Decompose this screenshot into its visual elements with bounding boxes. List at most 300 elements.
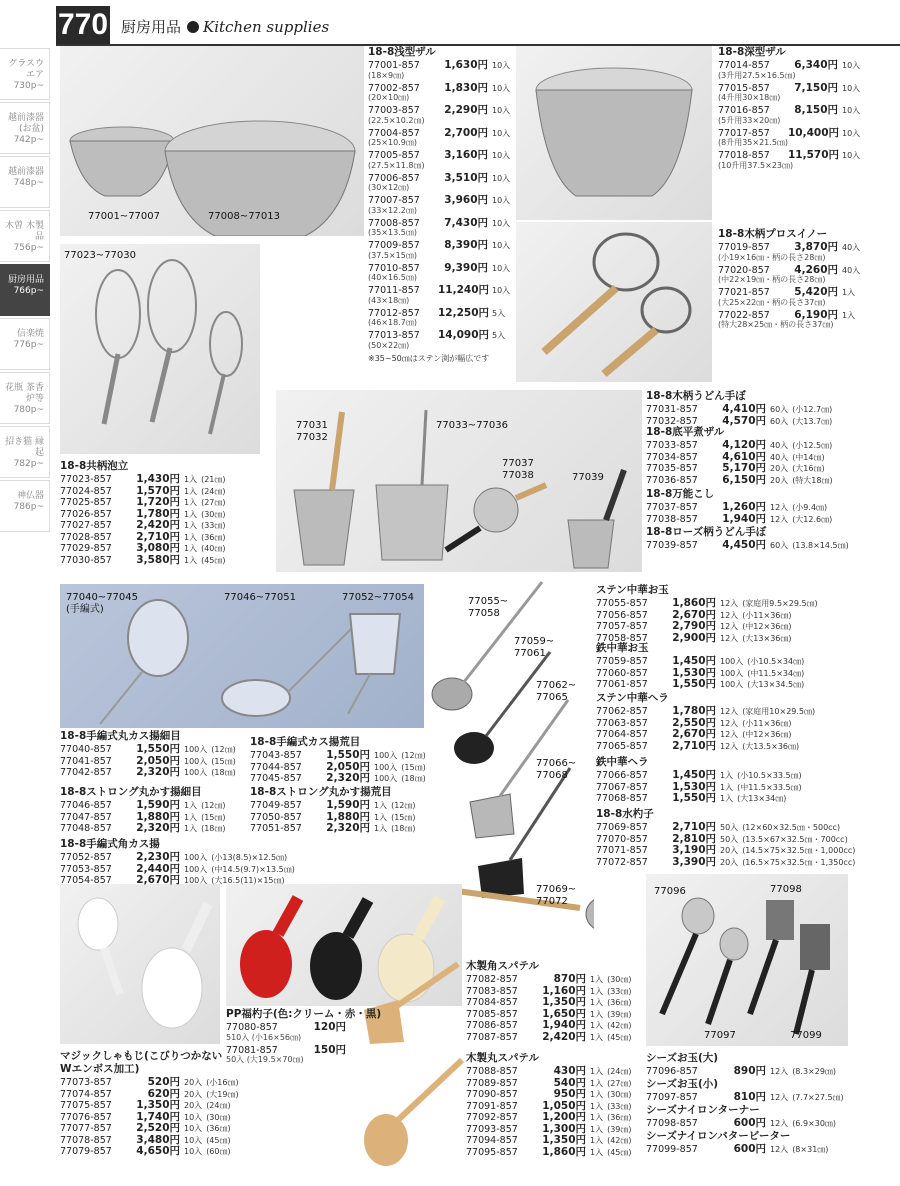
price-row	[646, 439, 833, 451]
product-code: 77029-857	[60, 543, 112, 554]
product-code: 77041-857	[60, 755, 112, 767]
price: 2,320円	[326, 772, 370, 784]
price: 1,650円	[542, 1007, 586, 1020]
pack-qty: 1入	[720, 782, 734, 792]
size-spec: (30×12㎝)	[368, 183, 410, 192]
product-code: 77053-857	[60, 863, 112, 875]
price-row	[596, 597, 818, 609]
pack-qty: 12入	[720, 599, 739, 608]
size-spec: (中14㎝)	[792, 452, 825, 462]
pack-qty: 40入	[842, 265, 861, 275]
pack-qty: 12入	[770, 1067, 789, 1076]
price: 1,260円	[722, 501, 766, 513]
size-spec: (46×18.7㎝)	[368, 318, 417, 327]
size-spec: (小10.5×34㎝)	[747, 657, 805, 666]
pack-qty: 10入	[842, 128, 861, 138]
price: 890円	[733, 1065, 766, 1077]
skimmer-illustration	[60, 584, 424, 728]
price: 1,550円	[672, 792, 716, 804]
block-title: 18-8浅型ザル	[368, 46, 436, 58]
price: 1,880円	[326, 810, 370, 823]
photo-label: 77040~77045	[66, 592, 139, 603]
size-spec: (小19×16㎝・柄の長さ28㎝)	[718, 252, 826, 262]
product-code: 77021-857	[718, 287, 770, 298]
size-spec: (特大28×25㎝・柄の長さ37㎝)	[718, 320, 834, 329]
size-spec: (中11.5×33.5㎝)	[737, 782, 802, 792]
price-row	[60, 485, 226, 497]
price-row	[368, 59, 510, 71]
block-title: ステン中華お玉	[596, 584, 669, 596]
price-row	[60, 496, 226, 508]
side-tab-label: グラスウエア	[8, 59, 44, 80]
price: 620円	[147, 1087, 180, 1100]
product-code: 77033-857	[646, 440, 698, 451]
product-code: 77010-857	[368, 262, 420, 274]
price-row	[250, 772, 426, 784]
price-row	[60, 1122, 239, 1134]
price: 1,780円	[672, 705, 716, 717]
product-code: 77005-857	[368, 150, 420, 161]
pack-qty: 10入	[492, 151, 511, 160]
size-spec: (40×16.5㎝)	[368, 273, 417, 282]
price-row	[466, 1065, 632, 1077]
product-code: 77037-857	[646, 502, 698, 513]
pack-qty: 20入	[770, 464, 789, 473]
pack-qty: 60入	[770, 541, 789, 550]
size-spec: (家庭用9.5×29.5㎝)	[742, 599, 818, 608]
size-spec: (大16㎝)	[792, 464, 825, 473]
price-row	[60, 863, 295, 875]
product-code: 77076-857	[60, 1111, 112, 1123]
price: 1,350円	[542, 1134, 586, 1146]
side-tab-page: 776p~	[13, 340, 44, 350]
product-code: 77087-857	[466, 1031, 518, 1043]
price: 520円	[147, 1076, 180, 1088]
block-strong-coarse	[250, 786, 416, 834]
side-tab[interactable]	[0, 318, 50, 370]
pack-qty: 100入	[720, 668, 744, 678]
size-spec: (33×12.2㎝)	[368, 205, 417, 215]
pack-qty: 1入	[590, 1090, 604, 1099]
price-row	[466, 973, 632, 985]
price-row	[60, 874, 295, 886]
side-tab-label: 招き猫 縁起	[5, 437, 44, 458]
block-deep-boil	[646, 426, 833, 485]
size-spec: (39㎝)	[607, 1009, 632, 1019]
product-code: 77097-857	[646, 1092, 698, 1103]
product-code: 77051-857	[250, 823, 302, 834]
price-row	[466, 1077, 632, 1089]
block-title: 18-8木柄プロスイノー	[718, 228, 828, 240]
product-code: 77018-857	[718, 150, 770, 161]
price-row	[368, 284, 510, 296]
product-code: 77031-857	[646, 404, 698, 415]
price-row	[466, 1100, 632, 1112]
side-tab-page: 756p~	[13, 243, 44, 253]
product-code: 77063-857	[596, 717, 648, 729]
pack-qty: 12入	[770, 503, 789, 512]
price: 2,900円	[672, 631, 716, 644]
product-code: 77062-857	[596, 706, 648, 717]
pack-qty: 12入	[720, 610, 739, 620]
product-code: 77011-857	[368, 285, 420, 296]
block-iron-spatula	[596, 756, 802, 804]
pack-qty: 1入	[184, 824, 198, 833]
size-spec: (中12×36㎝)	[742, 730, 792, 739]
price: 2,290円	[444, 104, 488, 116]
pack-qty: 100入	[374, 751, 398, 760]
size-spec: (8升用35×21.5㎝)	[718, 138, 789, 147]
photo-label: 77061	[514, 648, 546, 659]
side-tab-label: 厨房用品	[7, 275, 44, 285]
product-code: 77045-857	[250, 773, 302, 784]
product-code: 77008-857	[368, 217, 420, 229]
product-code: 77075-857	[60, 1100, 112, 1111]
price-row	[368, 262, 510, 274]
price-row	[60, 755, 236, 767]
price-row	[60, 1134, 239, 1146]
pack-qty: 1入	[590, 1021, 604, 1030]
photo-label: 77062~	[536, 680, 577, 691]
size-spec: (小16㎝)	[206, 1078, 239, 1087]
side-tab[interactable]	[0, 156, 50, 208]
deep-colander-illustration	[516, 46, 712, 220]
block-title: 18-8ローズ柄うどん手ぼ	[646, 526, 767, 538]
product-code: 77082-857	[466, 974, 518, 985]
size-spec: (大25×22㎝・柄の長さ37㎝)	[718, 297, 826, 307]
price-row	[718, 82, 860, 94]
price: 1,450円	[672, 769, 716, 781]
photo-label: 77038	[502, 470, 534, 481]
product-code: 77055-857	[596, 598, 648, 609]
block-hand-fine	[60, 730, 236, 778]
price: 2,810円	[672, 832, 716, 845]
photo-whisks	[60, 244, 260, 454]
pack-qty: 1入	[590, 998, 604, 1007]
side-tab[interactable]	[0, 426, 50, 478]
photo-deep-colander	[516, 46, 712, 220]
size-spec: (37.5×15㎝)	[368, 250, 417, 260]
price: 1,880円	[136, 810, 180, 823]
price-row	[718, 286, 860, 298]
price: 6,340円	[794, 59, 838, 71]
product-code: 77081-857	[226, 1044, 278, 1056]
price-row	[718, 264, 860, 276]
size-spec: (42㎝)	[607, 1136, 632, 1145]
price-row	[60, 743, 236, 755]
price: 2,700円	[444, 126, 488, 139]
side-tab-label: 越前漆器	[7, 167, 44, 177]
size-spec: (12㎝)	[211, 745, 236, 754]
block-title: 18-8ストロング丸かす揚細目	[60, 786, 202, 798]
size-spec: (6.9×30㎝)	[792, 1119, 837, 1128]
price: 1,630円	[444, 59, 488, 71]
pack-qty: 1入	[184, 475, 198, 484]
product-code: 77084-857	[466, 997, 518, 1008]
pack-qty: 1入	[590, 986, 604, 996]
block-title: マジックしゃもじ(こびりつかない	[60, 1050, 223, 1062]
side-index-tabs	[0, 48, 50, 534]
pack-qty: 1入	[590, 1124, 604, 1134]
size-spec: (中11.5×34㎝)	[747, 668, 805, 678]
pack-qty: 10入	[492, 241, 511, 250]
photo-udon-baskets	[276, 390, 642, 572]
product-code: 77096-857	[646, 1066, 698, 1077]
price: 1,830円	[444, 81, 488, 94]
price: 2,230円	[136, 851, 180, 863]
pack-qty: 1入	[590, 1136, 604, 1145]
price-row	[368, 194, 510, 206]
price: 1,300円	[542, 1122, 586, 1135]
size-spec: (13.8×14.5㎝)	[792, 541, 849, 550]
block-whisk	[60, 460, 226, 565]
block-title: 18-8手編式角カス揚	[60, 838, 160, 850]
price: 1,160円	[542, 984, 586, 997]
price-row	[60, 508, 226, 520]
block-title: シーズお玉(小)	[646, 1078, 719, 1090]
photo-label: 77068	[536, 770, 568, 781]
product-code: 77001-857	[368, 60, 420, 71]
product-code: 77078-857	[60, 1134, 112, 1146]
price: 600円	[733, 1117, 766, 1129]
pack-qty: 20入	[184, 1078, 203, 1087]
product-code: 77025-857	[60, 497, 112, 508]
pack-qty: 1入	[842, 288, 856, 297]
pack-qty: 12入	[770, 514, 789, 524]
pack-qty: 50入	[720, 834, 739, 844]
photo-seas-utensils	[646, 874, 848, 1046]
pack-qty: 1入	[184, 498, 198, 507]
size-spec: (15㎝)	[211, 756, 236, 766]
pack-qty: 1入	[184, 509, 198, 519]
pack-qty: 1入	[184, 555, 198, 565]
price-row	[226, 1044, 381, 1056]
pack-qty: 12入	[770, 1093, 789, 1102]
product-code: 77083-857	[466, 985, 518, 997]
size-spec: (36㎝)	[206, 1124, 231, 1133]
size-spec: (18㎝)	[401, 774, 426, 783]
size-spec: (33㎝)	[201, 521, 226, 530]
price-row	[596, 728, 815, 740]
pack-qty: 5入	[492, 308, 506, 318]
price: 4,570円	[722, 414, 766, 427]
price-row	[596, 844, 855, 856]
price: 4,650円	[136, 1145, 180, 1157]
block-strong-fine	[60, 786, 226, 834]
size-spec: (7.7×27.5㎝)	[792, 1093, 844, 1102]
price: 1,590円	[326, 799, 370, 811]
size-spec: (3升用27.5×16.5㎝)	[718, 70, 796, 80]
block-title: シーズナイロンターナー	[646, 1104, 760, 1116]
size-spec: (14.5×75×32.5㎝・1,000cc)	[742, 846, 856, 855]
photo-label: 77033~77036	[436, 420, 509, 431]
colander-illustration	[60, 46, 364, 236]
pack-qty: 10入	[842, 61, 861, 70]
side-tab-page: 786p~	[13, 502, 44, 512]
product-code: 77039-857	[646, 540, 698, 551]
product-code: 77058-857	[596, 632, 648, 644]
product-code: 77036-857	[646, 474, 698, 486]
price-row	[646, 403, 832, 415]
price-row	[646, 513, 832, 525]
size-spec: (18㎝)	[201, 824, 226, 833]
side-tab[interactable]	[0, 480, 50, 532]
price: 950円	[553, 1088, 586, 1100]
price-row	[466, 1134, 632, 1146]
price: 600円	[733, 1143, 766, 1155]
price: 2,320円	[326, 822, 370, 834]
size-spec: (27㎝)	[201, 498, 226, 507]
price-row	[718, 59, 860, 71]
side-tab-label: 神仏器	[16, 491, 44, 501]
size-spec: (21㎝)	[201, 475, 226, 484]
size-spec: (36㎝)	[607, 1113, 632, 1122]
price-row	[596, 821, 855, 833]
price: 3,960円	[444, 194, 488, 206]
price-row	[60, 1088, 239, 1100]
size-spec: (30㎝)	[607, 975, 632, 984]
price-row	[60, 766, 236, 778]
pack-qty: 10入	[492, 128, 511, 138]
product-code: 77044-857	[250, 761, 302, 773]
price: 1,740円	[136, 1110, 180, 1123]
block-title: 18-8共柄泡立	[60, 460, 129, 472]
product-code: 77030-857	[60, 554, 112, 566]
pack-qty: 1入	[720, 794, 734, 803]
price-row	[646, 1143, 828, 1155]
price-row	[646, 1065, 836, 1077]
product-code: 77004-857	[368, 127, 420, 139]
size-spec: (16.5×75×32.5㎝・1,350cc)	[742, 857, 856, 867]
size-spec: (4升用30×18㎝)	[718, 93, 781, 102]
price-row	[250, 822, 416, 834]
side-tab[interactable]	[0, 210, 50, 262]
side-tab-page: 748p~	[13, 178, 44, 188]
pack-qty: 20入	[184, 1101, 203, 1110]
product-code: 77070-857	[596, 833, 648, 845]
block-title: 18-8水杓子	[596, 808, 654, 820]
size-spec: (12㎝)	[201, 801, 226, 810]
price-row	[646, 415, 832, 427]
pack-qty: 1入	[374, 812, 388, 822]
size-spec: (小11×36㎝)	[742, 718, 792, 728]
price-row	[718, 309, 860, 321]
price: 8,390円	[444, 239, 488, 251]
price-row	[250, 761, 426, 773]
side-tab[interactable]	[0, 48, 50, 100]
price-row	[368, 127, 510, 139]
pack-qty: 20入	[184, 1089, 203, 1099]
block-title: 18-8木柄うどん手ぼ	[646, 390, 746, 402]
price-row	[646, 474, 833, 486]
side-tab[interactable]	[0, 372, 50, 424]
price: 6,190円	[794, 308, 838, 321]
pack-qty: 10入	[184, 1147, 203, 1156]
block-magic-shamoji	[60, 1050, 239, 1157]
block-iron-ladle	[596, 642, 804, 690]
photo-label: 77052~77054	[342, 592, 415, 603]
price: 2,710円	[136, 530, 180, 543]
size-spec: (大13.5×36㎝)	[742, 741, 800, 751]
price: 2,670円	[136, 874, 180, 886]
pack-qty: 20入	[720, 857, 739, 867]
block-hand-coarse	[250, 736, 426, 784]
block-wood-square-spatula	[466, 960, 632, 1042]
product-code: 77024-857	[60, 485, 112, 497]
size-spec: (大13×36㎝)	[742, 633, 792, 643]
block-title: 木製丸スパテル	[466, 1052, 539, 1064]
pack-qty: 40入	[770, 452, 789, 462]
product-code: 77059-857	[596, 656, 648, 667]
product-code: 77099-857	[646, 1144, 698, 1155]
pack-qty: 10入	[492, 61, 511, 70]
price: 1,570円	[136, 484, 180, 497]
price-row	[596, 609, 818, 621]
product-code: 77095-857	[466, 1146, 518, 1158]
price: 10,400円	[788, 126, 840, 139]
size-spec: (60㎝)	[206, 1147, 231, 1156]
product-code: 77086-857	[466, 1020, 518, 1031]
photo-label: 77046~77051	[224, 592, 297, 603]
size-spec: (43×18㎝)	[368, 295, 410, 305]
price-row	[646, 451, 833, 463]
side-tab[interactable]	[0, 102, 50, 154]
block-seas-turner	[646, 1104, 836, 1129]
price: 4,610円	[722, 450, 766, 463]
product-code: 77006-857	[368, 172, 420, 184]
product-code: 77064-857	[596, 729, 648, 740]
price-row	[60, 851, 295, 863]
size-spec: (中22×19㎝・柄の長さ28㎝)	[718, 275, 826, 284]
size-spec: (15㎝)	[401, 762, 426, 772]
price: 1,940円	[542, 1019, 586, 1031]
product-code: 77068-857	[596, 793, 648, 804]
pack-qty: 100入	[184, 853, 208, 862]
product-code: 77066-857	[596, 770, 648, 781]
price-row	[60, 822, 226, 834]
photo-wood-strainer	[516, 222, 712, 382]
price: 5,420円	[794, 286, 838, 298]
size-spec: (8×31㎝)	[792, 1145, 829, 1154]
pack-qty: 1入	[184, 801, 198, 810]
product-code: 77046-857	[60, 800, 112, 811]
pack-qty: 10入	[492, 83, 511, 93]
size-spec: (30㎝)	[206, 1112, 231, 1122]
price: 1,550円	[136, 743, 180, 755]
pack-qty: 1入	[184, 486, 198, 496]
price: 1,350円	[136, 1099, 180, 1111]
price: 1,430円	[136, 473, 180, 485]
price-row	[368, 149, 510, 161]
size-spec: (18×9㎝)	[368, 70, 405, 80]
product-code: 77091-857	[466, 1100, 518, 1112]
product-code: 77079-857	[60, 1146, 112, 1157]
product-code: 77042-857	[60, 767, 112, 778]
price: 430円	[553, 1065, 586, 1077]
size-spec: (小11×36㎝)	[742, 610, 792, 620]
pack-qty: 1入	[590, 1101, 604, 1111]
photo-label: 77037	[502, 458, 534, 469]
pack-qty: 5入	[492, 331, 506, 340]
product-code: 77072-857	[596, 856, 648, 868]
price: 4,260円	[794, 263, 838, 276]
product-code: 77043-857	[250, 750, 302, 761]
price-row	[466, 1019, 632, 1031]
product-code: 77047-857	[60, 811, 112, 823]
price-row	[466, 1123, 632, 1135]
photo-label: 77065	[536, 692, 568, 703]
side-tab[interactable]	[0, 264, 50, 316]
